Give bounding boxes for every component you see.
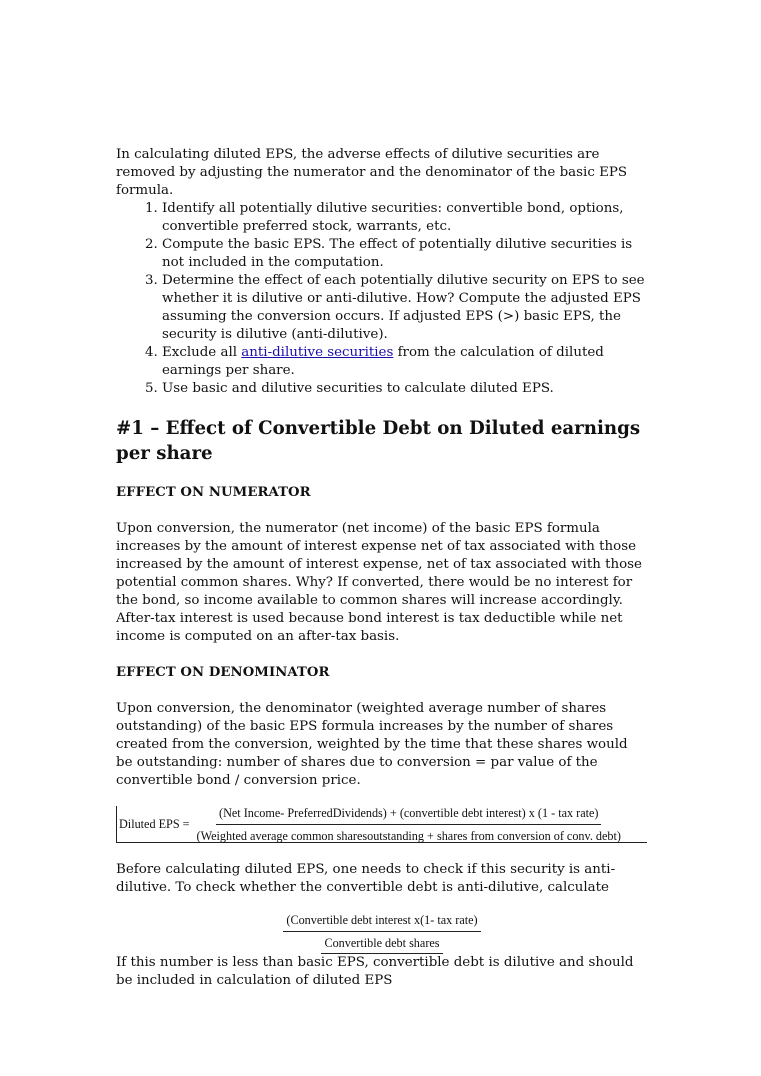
list-item [162,236,648,272]
step-text-before: Exclude all [162,345,242,360]
section-heading: #1 – Effect of Convertible Debt on Diluted earnings per share [116,418,641,464]
list-item [162,200,648,236]
document-page [116,146,648,990]
formula-denominator: (Weighted average common sharesoutstanding + shares from conversion of conv. debt) [196,828,621,843]
anti-dilution-test-formula [116,911,648,954]
denominator-paragraph: Upon conversion, the denominator (weighted average number of shares outstanding) of the basic EPS formula increases by the number of shares created from the conversion, weighted by the time that these shares would be outstanding: number of shares due to conversion = par value of the convertible bond / conversion price. [116,701,628,788]
step-text-after: from the calculation of diluted earnings per share. [162,345,604,378]
diluted-eps-formula [116,806,647,843]
test-fraction [283,911,480,954]
formula-lhs: Diluted EPS = [119,817,190,831]
step-text: Determine the effect of each potentially dilutive security on EPS to see whether it is dilutive or anti-dilutive. How? Compute the adjusted EPS assuming the conversion occurs. If adjusted EPS (>) basic EPS, the security is dilutive (anti-dilutive). [162,273,645,342]
list-item [162,344,648,380]
test-numerator: (Convertible debt interest x(1- tax rate) [283,911,480,932]
step-text: Identify all potentially dilutive securities: convertible bond, options, convertible preferred stock, warrants, etc. [162,201,624,234]
test-denominator: Convertible debt shares [321,932,442,954]
step-text: Use basic and dilutive securities to calculate diluted EPS. [162,381,554,396]
list-item [162,272,648,344]
numerator-heading: EFFECT ON NUMERATOR [116,485,311,500]
denominator-heading: EFFECT ON DENOMINATOR [116,665,330,680]
anti-dilutive-securities-link[interactable]: anti-dilutive securities [241,345,394,360]
steps-list [116,200,648,398]
conclusion-paragraph: If this number is less than basic EPS, convertible debt is dilutive and should be included in calculation of diluted EPS [116,955,634,988]
step-text: Compute the basic EPS. The effect of potentially dilutive securities is not included in the computation. [162,237,633,270]
numerator-paragraph: Upon conversion, the numerator (net income) of the basic EPS formula increases by the amount of interest expense net of tax associated with those increased by the amount of interest expense, net of tax associated with those potential common shares. Why? If converted, there would be no interest for the bond, so income available to common shares will increase accordingly. After-tax interest is used because bond interest is tax deductible while net income is computed on an after-tax basis. [116,521,642,644]
check-paragraph: Before calculating diluted EPS, one needs to check if this security is anti-dilutive. To check whether the convertible debt is anti-dilutive, calculate [116,862,616,895]
intro-paragraph: In calculating diluted EPS, the adverse effects of dilutive securities are removed by adjusting the numerator and the denominator of the basic EPS formula. [116,147,628,198]
formula-fraction [194,804,624,845]
list-item [162,380,648,398]
formula-numerator: (Net Income- PreferredDividends) + (convertible debt interest) x (1 - tax rate) [216,804,601,825]
